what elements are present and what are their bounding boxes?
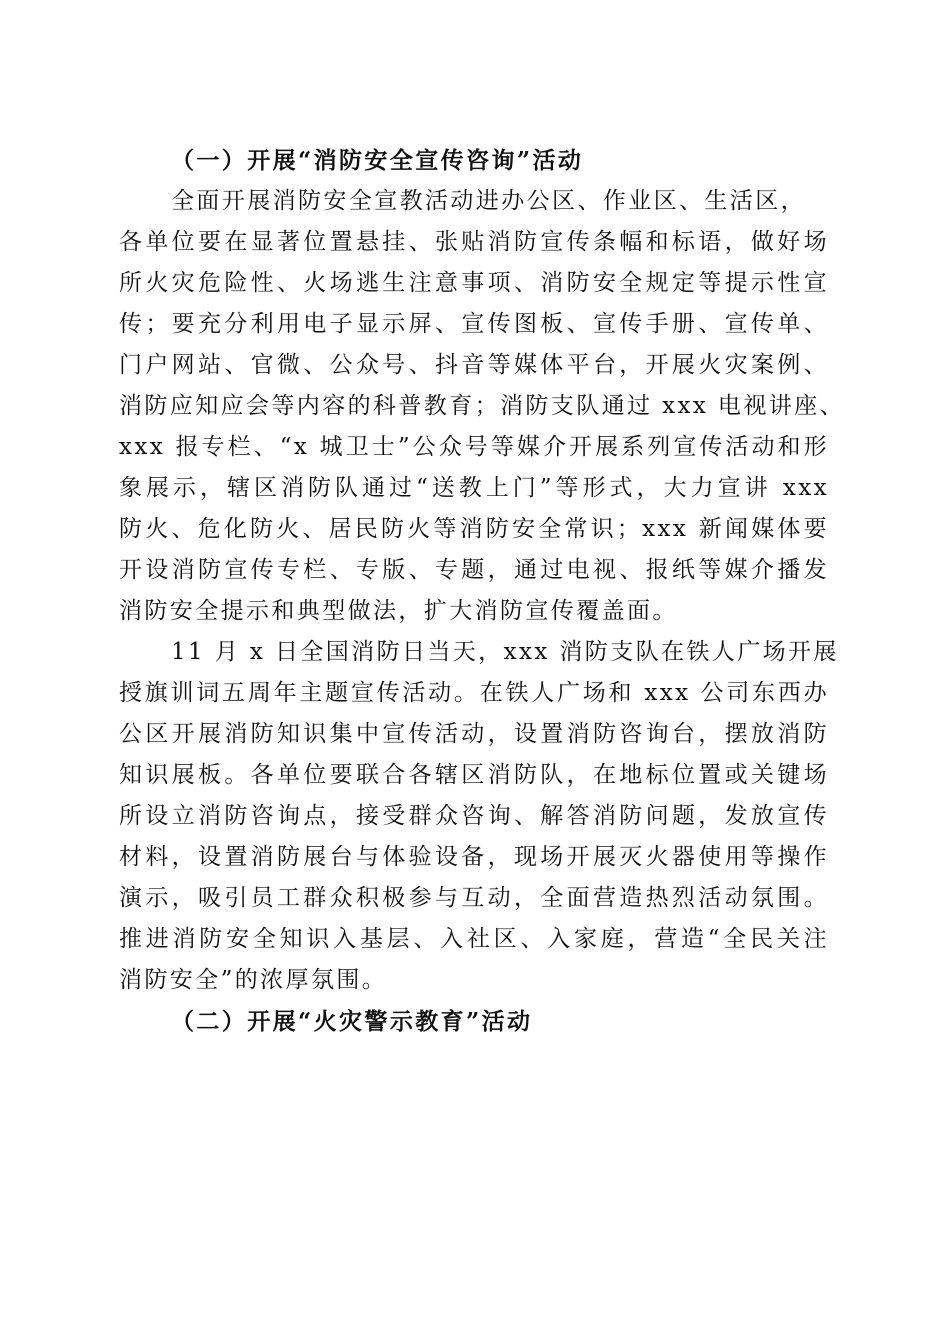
paragraph-line: 推进消防安全知识入基层、入社区、入家庭，营造“全民关注 <box>119 926 829 952</box>
paragraph-line: 全面开展消防安全宣教活动进办公区、作业区、生活区， <box>171 188 806 214</box>
paragraph-line: 传；要充分利用电子显示屏、宣传图板、宣传手册、宣传单、 <box>119 311 829 337</box>
paragraph-line: 门户网站、官微、公众号、抖音等媒体平台，开展火灾案例、 <box>119 352 829 378</box>
paragraph-line: 材料，设置消防展台与体验设备，现场开展灭火器使用等操作 <box>119 844 829 870</box>
document-body <box>119 140 845 1042</box>
paragraph-line: 消防安全提示和典型做法，扩大消防宣传覆盖面。 <box>119 598 678 624</box>
paragraph-line: 知识展板。各单位要联合各辖区消防队，在地标位置或关键场 <box>119 762 829 788</box>
section-heading-1: （一）开展“消防安全宣传咨询”活动 <box>171 147 584 174</box>
section-heading-2: （二）开展“火灾警示教育”活动 <box>171 1008 533 1035</box>
paragraph-line: 所火灾危险性、火场逃生注意事项、消防安全规定等提示性宣 <box>119 270 829 296</box>
paragraph-line: 所设立消防咨询点，接受群众咨询、解答消防问题，发放宣传 <box>119 803 829 829</box>
paragraph-line: 消防应知应会等内容的科普教育；消防支队通过 xxx 电视讲座、 <box>119 393 845 419</box>
paragraph-line: 消防安全”的浓厚氛围。 <box>119 967 388 993</box>
paragraph-line: 象展示，辖区消防队通过“送教上门”等形式，大力宣讲 xxx <box>119 475 829 501</box>
paragraph-line: 11 月 x 日全国消防日当天，xxx 消防支队在铁人广场开展 <box>171 639 839 665</box>
paragraph-line: 防火、危化防火、居民防火等消防安全常识；xxx 新闻媒体要 <box>119 516 829 542</box>
paragraph-line: xxx 报专栏、“x 城卫士”公众号等媒介开展系列宣传活动和形 <box>119 434 829 460</box>
paragraph-line: 演示，吸引员工群众积极参与互动，全面营造热烈活动氛围。 <box>119 885 829 911</box>
paragraph-1 <box>119 181 845 632</box>
paragraph-line: 公区开展消防知识集中宣传活动，设置消防咨询台，摆放消防 <box>119 721 829 747</box>
paragraph-2 <box>119 632 839 1001</box>
paragraph-line: 授旗训词五周年主题宣传活动。在铁人广场和 xxx 公司东西办 <box>119 680 829 706</box>
paragraph-line: 各单位要在显著位置悬挂、张贴消防宣传条幅和标语，做好场 <box>119 229 829 255</box>
paragraph-line: 开设消防宣传专栏、专版、专题，通过电视、报纸等媒介播发 <box>119 557 829 583</box>
